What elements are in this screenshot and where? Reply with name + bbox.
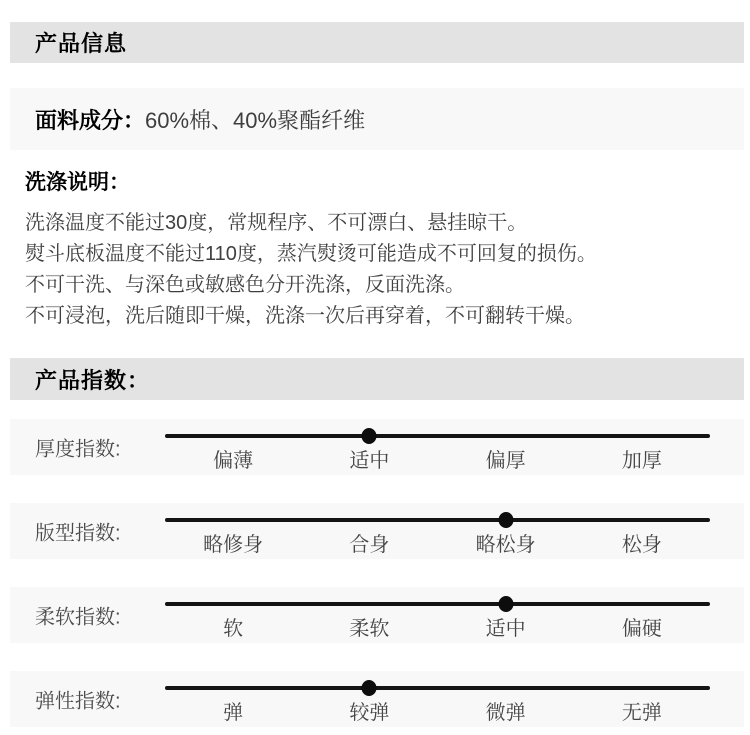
- fit-index-scale: [165, 503, 710, 559]
- scale-option: 微弹: [485, 702, 526, 724]
- product-info-title: 产品信息: [35, 31, 128, 56]
- scale-option: 适中: [485, 618, 526, 640]
- index-row-elasticity: [10, 671, 744, 727]
- scale-option: 略修身: [203, 534, 264, 556]
- softness-index-scale: [165, 587, 710, 643]
- scale-options: [165, 534, 710, 556]
- scale-option: 无弹: [621, 702, 662, 724]
- scale-options: [165, 702, 710, 724]
- scale-track: [165, 518, 710, 522]
- scale-option: 松身: [621, 534, 662, 556]
- washing-line: 洗涤温度不能过30度，常规程序、不可漂白、悬挂晾干。: [25, 212, 528, 234]
- index-row-label: 厚度指数:: [35, 438, 121, 461]
- index-row-softness: [10, 587, 744, 643]
- product-info-header: [10, 22, 744, 63]
- scale-marker-dot: [498, 512, 513, 528]
- scale-option: 合身: [349, 534, 390, 556]
- scale-option: 较弹: [349, 702, 390, 724]
- scale-option: 偏厚: [485, 450, 526, 472]
- scale-track: [165, 686, 710, 690]
- index-row-thickness: [10, 419, 744, 475]
- washing-line: 不可干洗、与深色或敏感色分开洗涤，反面洗涤。: [25, 274, 465, 296]
- fabric-composition-block: [10, 88, 744, 150]
- index-row-label: 柔软指数:: [35, 606, 121, 629]
- washing-instructions: [25, 208, 750, 332]
- index-row-fit: [10, 503, 744, 559]
- washing-line: 熨斗底板温度不能过110度，蒸汽熨烫可能造成不可回复的损伤。: [25, 243, 597, 265]
- scale-marker-dot: [362, 428, 377, 444]
- scale-marker-dot: [498, 596, 513, 612]
- index-row-label: 版型指数:: [35, 522, 121, 545]
- scale-track: [165, 602, 710, 606]
- scale-option: 柔软: [349, 618, 390, 640]
- fabric-composition-value: 60%棉、40%聚酯纤维: [145, 107, 366, 133]
- fabric-composition-label: 面料成分：: [35, 107, 146, 133]
- index-row-label: 弹性指数:: [35, 690, 121, 713]
- scale-option: 软: [223, 618, 244, 640]
- scale-option: 偏硬: [621, 618, 662, 640]
- scale-option: 适中: [349, 450, 390, 472]
- washing-instructions-title: 洗涤说明：: [25, 171, 130, 194]
- washing-line: 不可浸泡，洗后随即干燥，洗涤一次后再穿着，不可翻转干燥。: [25, 305, 585, 327]
- scale-options: [165, 450, 710, 472]
- scale-option: 加厚: [621, 450, 662, 472]
- scale-option: 略松身: [475, 534, 536, 556]
- scale-option: 偏薄: [213, 450, 254, 472]
- product-indices-header: [10, 358, 744, 400]
- scale-track: [165, 434, 710, 438]
- thickness-index-scale: [165, 419, 710, 475]
- scale-options: [165, 618, 710, 640]
- scale-option: 弹: [223, 702, 244, 724]
- scale-marker-dot: [362, 680, 377, 696]
- elasticity-index-scale: [165, 671, 710, 727]
- product-indices-title: 产品指数：: [35, 367, 151, 393]
